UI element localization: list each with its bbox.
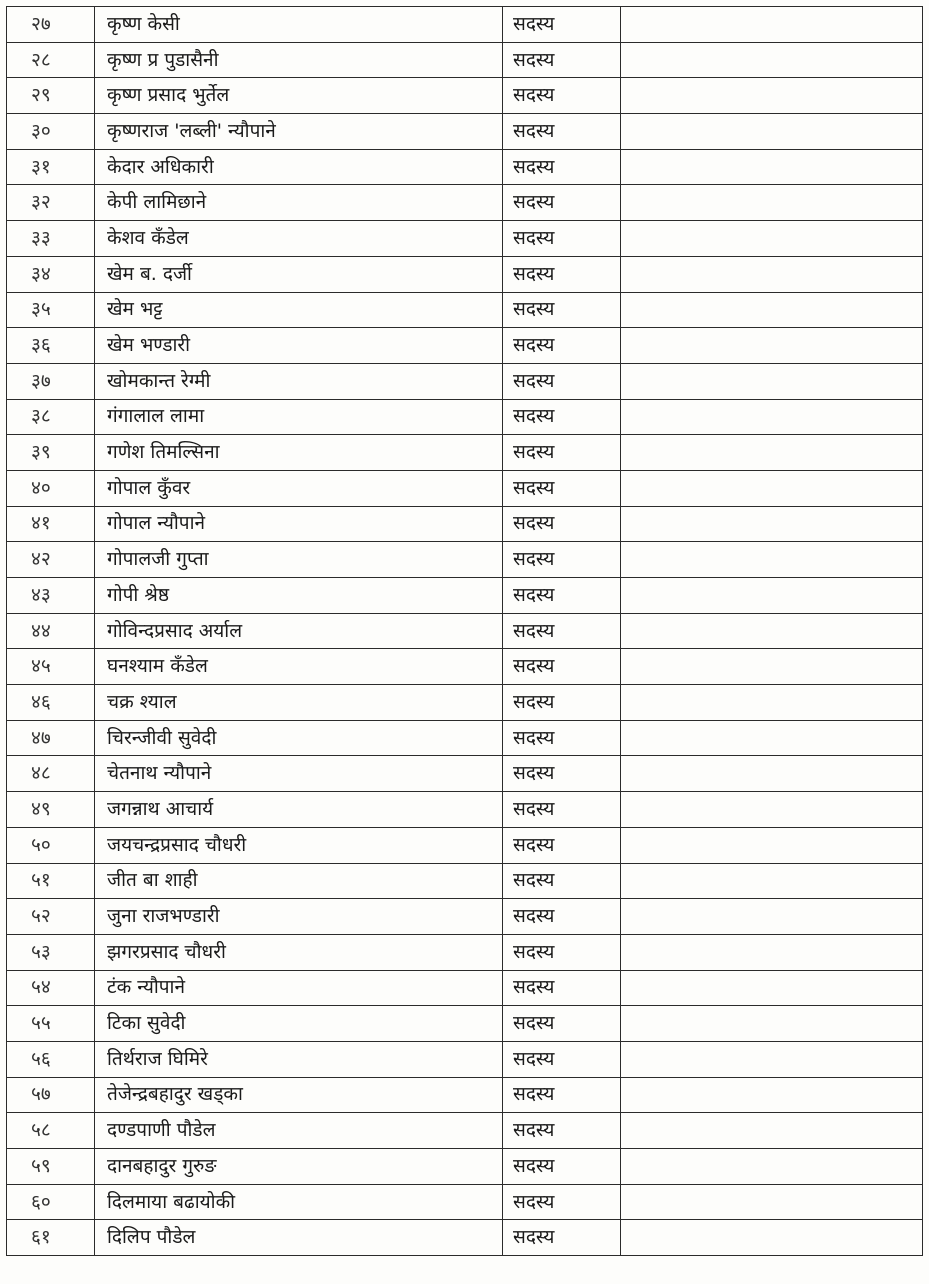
table-row	[7, 221, 923, 257]
member-name-cell: खेम भट्ट	[95, 292, 503, 328]
member-role-cell: सदस्य	[503, 1041, 621, 1077]
remark-cell	[621, 613, 923, 649]
member-name-cell: दण्डपाणी पौडेल	[95, 1113, 503, 1149]
member-name-cell: केपी लामिछाने	[95, 185, 503, 221]
serial-number-cell: ४७	[7, 720, 95, 756]
member-name-cell: गोपाल न्यौपाने	[95, 506, 503, 542]
remark-cell	[621, 435, 923, 471]
remark-cell	[621, 1077, 923, 1113]
table-row	[7, 7, 923, 43]
table-row	[7, 1220, 923, 1256]
table-row	[7, 42, 923, 78]
member-name-cell: गोविन्दप्रसाद अर्याल	[95, 613, 503, 649]
member-role-cell: सदस्य	[503, 578, 621, 614]
remark-cell	[621, 649, 923, 685]
table-row	[7, 435, 923, 471]
remark-cell	[621, 506, 923, 542]
remark-cell	[621, 934, 923, 970]
serial-number-cell: ४३	[7, 578, 95, 614]
member-role-cell: सदस्य	[503, 185, 621, 221]
serial-number-cell: २९	[7, 78, 95, 114]
member-role-cell: सदस्य	[503, 1006, 621, 1042]
member-name-cell: गणेश तिमल्सिना	[95, 435, 503, 471]
table-row	[7, 756, 923, 792]
serial-number-cell: ४४	[7, 613, 95, 649]
member-name-cell: गोपाल कुँवर	[95, 470, 503, 506]
member-name-cell: दानबहादुर गुरुङ	[95, 1149, 503, 1185]
member-name-cell: तिर्थराज घिमिरे	[95, 1041, 503, 1077]
member-role-cell: सदस्य	[503, 363, 621, 399]
serial-number-cell: ३७	[7, 363, 95, 399]
remark-cell	[621, 1149, 923, 1185]
table-row	[7, 720, 923, 756]
table-row	[7, 1041, 923, 1077]
member-table-body	[7, 7, 923, 1256]
member-name-cell: केशव कँडेल	[95, 221, 503, 257]
table-row	[7, 1077, 923, 1113]
member-role-cell: सदस्य	[503, 435, 621, 471]
table-row	[7, 328, 923, 364]
table-row	[7, 256, 923, 292]
remark-cell	[621, 542, 923, 578]
serial-number-cell: ३१	[7, 149, 95, 185]
member-role-cell: सदस्य	[503, 7, 621, 43]
member-name-cell: तेजेन्द्रबहादुर खड्का	[95, 1077, 503, 1113]
serial-number-cell: ५६	[7, 1041, 95, 1077]
member-name-cell: कृष्ण प्र पुडासैनी	[95, 42, 503, 78]
serial-number-cell: ४८	[7, 756, 95, 792]
member-role-cell: सदस्य	[503, 1220, 621, 1256]
remark-cell	[621, 399, 923, 435]
member-name-cell: दिलमाया बढायोकी	[95, 1184, 503, 1220]
member-role-cell: सदस्य	[503, 78, 621, 114]
table-row	[7, 863, 923, 899]
member-name-cell: गोपी श्रेष्ठ	[95, 578, 503, 614]
member-role-cell: सदस्य	[503, 1077, 621, 1113]
member-role-cell: सदस्य	[503, 863, 621, 899]
remark-cell	[621, 221, 923, 257]
remark-cell	[621, 578, 923, 614]
member-role-cell: सदस्य	[503, 42, 621, 78]
remark-cell	[621, 863, 923, 899]
member-name-cell: खोमकान्त रेग्मी	[95, 363, 503, 399]
remark-cell	[621, 42, 923, 78]
member-name-cell: जयचन्द्रप्रसाद चौधरी	[95, 827, 503, 863]
serial-number-cell: ३८	[7, 399, 95, 435]
member-role-cell: सदस्य	[503, 970, 621, 1006]
member-name-cell: टिका सुवेदी	[95, 1006, 503, 1042]
serial-number-cell: ३०	[7, 114, 95, 150]
serial-number-cell: ४०	[7, 470, 95, 506]
remark-cell	[621, 1006, 923, 1042]
remark-cell	[621, 1220, 923, 1256]
member-table	[6, 6, 923, 1256]
remark-cell	[621, 685, 923, 721]
table-row	[7, 792, 923, 828]
remark-cell	[621, 792, 923, 828]
serial-number-cell: ४२	[7, 542, 95, 578]
remark-cell	[621, 756, 923, 792]
member-name-cell: जुना राजभण्डारी	[95, 899, 503, 935]
serial-number-cell: २८	[7, 42, 95, 78]
member-name-cell: टंक न्यौपाने	[95, 970, 503, 1006]
serial-number-cell: ४९	[7, 792, 95, 828]
member-role-cell: सदस्य	[503, 470, 621, 506]
table-row	[7, 1113, 923, 1149]
member-name-cell: खेम भण्डारी	[95, 328, 503, 364]
member-name-cell: चक्र श्याल	[95, 685, 503, 721]
member-name-cell: जगन्नाथ आचार्य	[95, 792, 503, 828]
remark-cell	[621, 827, 923, 863]
member-role-cell: सदस्य	[503, 256, 621, 292]
table-row	[7, 899, 923, 935]
serial-number-cell: ३२	[7, 185, 95, 221]
member-name-cell: चेतनाथ न्यौपाने	[95, 756, 503, 792]
member-name-cell: झगरप्रसाद चौधरी	[95, 934, 503, 970]
member-name-cell: कृष्णराज 'लब्ली' न्यौपाने	[95, 114, 503, 150]
member-name-cell: जीत बा शाही	[95, 863, 503, 899]
member-name-cell: खेम ब. दर्जी	[95, 256, 503, 292]
serial-number-cell: ५०	[7, 827, 95, 863]
table-row	[7, 827, 923, 863]
member-name-cell: घनश्याम कँडेल	[95, 649, 503, 685]
table-row	[7, 1184, 923, 1220]
member-name-cell: गंगालाल लामा	[95, 399, 503, 435]
member-role-cell: सदस्य	[503, 685, 621, 721]
serial-number-cell: ४६	[7, 685, 95, 721]
table-row	[7, 1006, 923, 1042]
member-role-cell: सदस्य	[503, 542, 621, 578]
serial-number-cell: ३९	[7, 435, 95, 471]
table-row	[7, 114, 923, 150]
remark-cell	[621, 7, 923, 43]
table-row	[7, 149, 923, 185]
table-row	[7, 292, 923, 328]
table-row	[7, 470, 923, 506]
member-role-cell: सदस्य	[503, 899, 621, 935]
remark-cell	[621, 1184, 923, 1220]
member-name-cell: केदार अधिकारी	[95, 149, 503, 185]
table-row	[7, 506, 923, 542]
serial-number-cell: ५८	[7, 1113, 95, 1149]
table-row	[7, 649, 923, 685]
member-role-cell: सदस्य	[503, 1113, 621, 1149]
serial-number-cell: ३६	[7, 328, 95, 364]
serial-number-cell: ५९	[7, 1149, 95, 1185]
table-row	[7, 613, 923, 649]
member-role-cell: सदस्य	[503, 720, 621, 756]
table-row	[7, 78, 923, 114]
table-row	[7, 542, 923, 578]
serial-number-cell: ५१	[7, 863, 95, 899]
member-role-cell: सदस्य	[503, 1149, 621, 1185]
member-role-cell: सदस्य	[503, 934, 621, 970]
serial-number-cell: ६१	[7, 1220, 95, 1256]
table-row	[7, 685, 923, 721]
member-role-cell: सदस्य	[503, 221, 621, 257]
member-role-cell: सदस्य	[503, 827, 621, 863]
remark-cell	[621, 185, 923, 221]
member-role-cell: सदस्य	[503, 756, 621, 792]
serial-number-cell: ५५	[7, 1006, 95, 1042]
serial-number-cell: ५३	[7, 934, 95, 970]
remark-cell	[621, 470, 923, 506]
member-role-cell: सदस्य	[503, 292, 621, 328]
table-row	[7, 1149, 923, 1185]
serial-number-cell: २७	[7, 7, 95, 43]
serial-number-cell: ५४	[7, 970, 95, 1006]
table-row	[7, 185, 923, 221]
member-name-cell: दिलिप पौडेल	[95, 1220, 503, 1256]
member-role-cell: सदस्य	[503, 328, 621, 364]
member-name-cell: कृष्ण प्रसाद भुर्तेल	[95, 78, 503, 114]
remark-cell	[621, 1041, 923, 1077]
serial-number-cell: ६०	[7, 1184, 95, 1220]
table-row	[7, 970, 923, 1006]
remark-cell	[621, 78, 923, 114]
remark-cell	[621, 970, 923, 1006]
remark-cell	[621, 1113, 923, 1149]
serial-number-cell: ४१	[7, 506, 95, 542]
member-role-cell: सदस्य	[503, 1184, 621, 1220]
remark-cell	[621, 328, 923, 364]
member-role-cell: सदस्य	[503, 649, 621, 685]
member-role-cell: सदस्य	[503, 149, 621, 185]
serial-number-cell: ३४	[7, 256, 95, 292]
remark-cell	[621, 363, 923, 399]
member-name-cell: चिरन्जीवी सुवेदी	[95, 720, 503, 756]
member-role-cell: सदस्य	[503, 792, 621, 828]
serial-number-cell: ५२	[7, 899, 95, 935]
serial-number-cell: ३५	[7, 292, 95, 328]
table-row	[7, 363, 923, 399]
member-role-cell: सदस्य	[503, 506, 621, 542]
remark-cell	[621, 256, 923, 292]
remark-cell	[621, 899, 923, 935]
remark-cell	[621, 149, 923, 185]
member-role-cell: सदस्य	[503, 399, 621, 435]
member-role-cell: सदस्य	[503, 114, 621, 150]
member-role-cell: सदस्य	[503, 613, 621, 649]
serial-number-cell: ५७	[7, 1077, 95, 1113]
table-row	[7, 934, 923, 970]
remark-cell	[621, 292, 923, 328]
serial-number-cell: ३३	[7, 221, 95, 257]
table-row	[7, 578, 923, 614]
member-name-cell: कृष्ण केसी	[95, 7, 503, 43]
remark-cell	[621, 720, 923, 756]
serial-number-cell: ४५	[7, 649, 95, 685]
member-name-cell: गोपालजी गुप्ता	[95, 542, 503, 578]
remark-cell	[621, 114, 923, 150]
table-row	[7, 399, 923, 435]
